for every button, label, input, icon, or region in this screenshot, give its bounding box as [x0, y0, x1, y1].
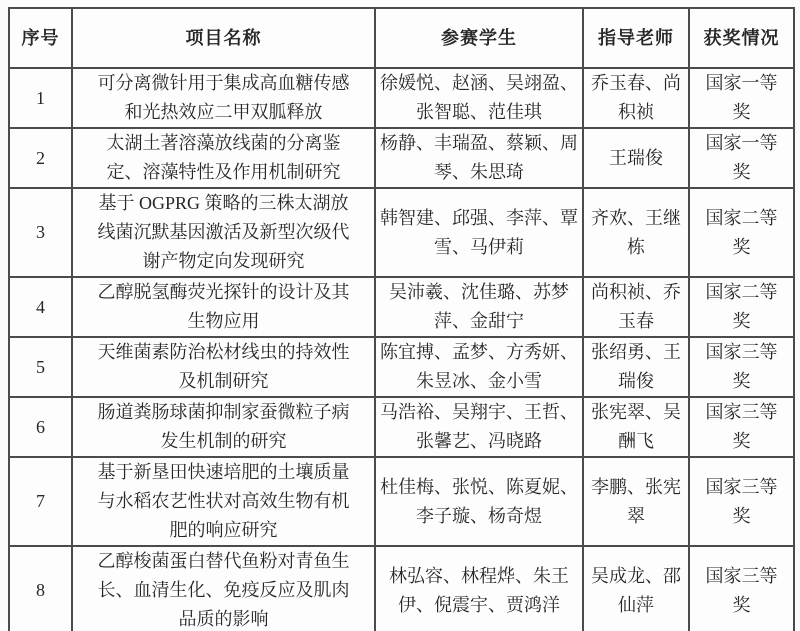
students-cell: 马浩裕、吴翔宇、王哲、张馨艺、冯晓路 [375, 397, 583, 457]
award-cell: 国家三等奖 [689, 457, 794, 546]
table-row [9, 457, 794, 546]
teachers-cell: 吴成龙、邵仙萍 [583, 546, 689, 631]
awards-table [8, 7, 795, 631]
row-number-cell: 2 [9, 128, 72, 188]
teachers-cell: 张宪翠、吴酬飞 [583, 397, 689, 457]
header-row [9, 8, 794, 68]
project-name-cell: 肠道粪肠球菌抑制家蚕微粒子病发生机制的研究 [72, 397, 375, 457]
row-number-cell: 5 [9, 337, 72, 397]
teachers-cell: 尚积祯、乔玉春 [583, 277, 689, 337]
award-cell: 国家三等奖 [689, 546, 794, 631]
project-name-cell: 基于 OGPRG 策略的三株太湖放线菌沉默基因激活及新型次级代谢产物定向发现研究 [72, 188, 375, 277]
column-header-students: 参赛学生 [375, 8, 583, 68]
row-number-cell: 3 [9, 188, 72, 277]
row-number-cell: 8 [9, 546, 72, 631]
row-number-cell: 7 [9, 457, 72, 546]
column-header-teachers: 指导老师 [583, 8, 689, 68]
teachers-cell: 王瑞俊 [583, 128, 689, 188]
teachers-cell: 齐欢、王继栋 [583, 188, 689, 277]
students-cell: 林弘容、林程烨、朱王伊、倪震宇、贾鸿洋 [375, 546, 583, 631]
award-cell: 国家一等奖 [689, 68, 794, 128]
students-cell: 杨静、丰瑞盈、蔡颖、周琴、朱思琦 [375, 128, 583, 188]
table-row [9, 188, 794, 277]
award-cell: 国家一等奖 [689, 128, 794, 188]
students-cell: 杜佳梅、张悦、陈夏妮、李子璇、杨奇煜 [375, 457, 583, 546]
table-row [9, 397, 794, 457]
project-name-cell: 太湖土著溶藻放线菌的分离鉴定、溶藻特性及作用机制研究 [72, 128, 375, 188]
project-name-cell: 可分离微针用于集成高血糖传感和光热效应二甲双胍释放 [72, 68, 375, 128]
project-name-cell: 天维菌素防治松材线虫的持效性及机制研究 [72, 337, 375, 397]
teachers-cell: 乔玉春、尚积祯 [583, 68, 689, 128]
award-cell: 国家三等奖 [689, 397, 794, 457]
award-cell: 国家三等奖 [689, 337, 794, 397]
row-number-cell: 1 [9, 68, 72, 128]
students-cell: 徐媛悦、赵涵、吴翊盈、张智聪、范佳琪 [375, 68, 583, 128]
teachers-cell: 李鹏、张宪翠 [583, 457, 689, 546]
teachers-cell: 张绍勇、王瑞俊 [583, 337, 689, 397]
students-cell: 吴沛羲、沈佳璐、苏梦萍、金甜宁 [375, 277, 583, 337]
project-name-cell: 乙醇脱氢酶荧光探针的设计及其生物应用 [72, 277, 375, 337]
table-row [9, 68, 794, 128]
table-row [9, 337, 794, 397]
row-number-cell: 6 [9, 397, 72, 457]
table-row [9, 546, 794, 631]
row-number-cell: 4 [9, 277, 72, 337]
award-cell: 国家二等奖 [689, 188, 794, 277]
table-row [9, 128, 794, 188]
students-cell: 陈宜搏、孟梦、方秀妍、朱昱冰、金小雪 [375, 337, 583, 397]
column-header-project-name: 项目名称 [72, 8, 375, 68]
table-row [9, 277, 794, 337]
column-header-index: 序号 [9, 8, 72, 68]
project-name-cell: 乙醇梭菌蛋白替代鱼粉对青鱼生长、血清生化、免疫反应及肌肉品质的影响 [72, 546, 375, 631]
column-header-award: 获奖情况 [689, 8, 794, 68]
award-cell: 国家二等奖 [689, 277, 794, 337]
project-name-cell: 基于新垦田快速培肥的土壤质量与水稻农艺性状对高效生物有机肥的响应研究 [72, 457, 375, 546]
students-cell: 韩智建、邱强、李萍、覃雪、马伊莉 [375, 188, 583, 277]
